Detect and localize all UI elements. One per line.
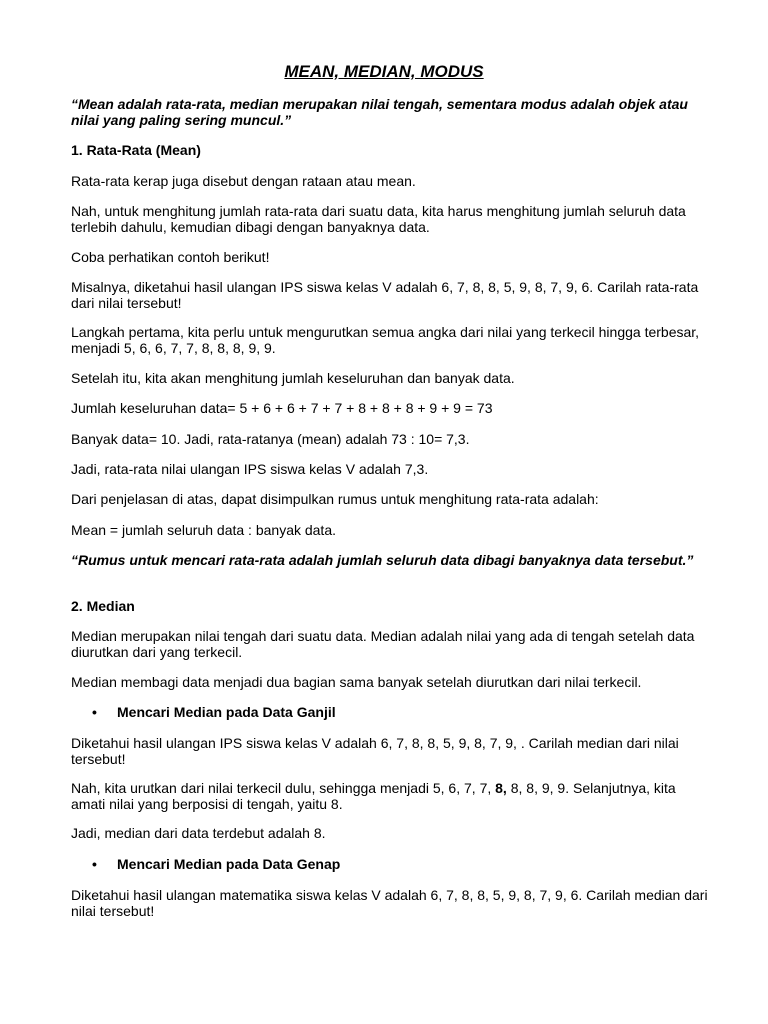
paragraph: Coba perhatikan contoh berikut! xyxy=(71,249,270,265)
bullet-marker: • xyxy=(92,704,97,720)
bullet-marker: • xyxy=(92,856,97,872)
paragraph: Rata-rata kerap juga disebut dengan rataan atau mean. xyxy=(71,173,416,189)
paragraph: Nah, untuk menghitung jumlah rata-rata dari suatu data, kita harus menghitung jumlah seluruh data terlebih dahulu, kemudian dibagi dengan banyaknya data. xyxy=(71,203,686,235)
paragraph: Misalnya, diketahui hasil ulangan IPS siswa kelas V adalah 6, 7, 8, 8, 5, 9, 8, 7, 9, 6. Carilah rata-rata dari nilai tersebut! xyxy=(71,279,699,311)
paragraph: Dari penjelasan di atas, dapat disimpulkan rumus untuk menghitung rata-rata adalah: xyxy=(71,491,599,507)
document-title: MEAN, MEDIAN, MODUS xyxy=(284,62,484,81)
paragraph: Mean = jumlah seluruh data : banyak data. xyxy=(71,522,337,538)
section-heading-median: 2. Median xyxy=(71,598,135,614)
subheading-odd-data: Mencari Median pada Data Ganjil xyxy=(117,704,336,720)
paragraph: Jumlah keseluruhan data= 5 + 6 + 6 + 7 + 7 + 8 + 8 + 8 + 9 + 9 = 73 xyxy=(71,400,493,416)
paragraph: Langkah pertama, kita perlu untuk mengurutkan semua angka dari nilai yang terkecil hingga terbesar, menjadi 5, 6, 6, 7, 7, 8, 8, 8, 9, 9. xyxy=(71,324,700,356)
section-heading-mean: 1. Rata-Rata (Mean) xyxy=(71,142,201,158)
formula-quote: “Rumus untuk mencari rata-rata adalah jumlah seluruh data dibagi banyaknya data tersebut.” xyxy=(71,552,694,568)
paragraph: Setelah itu, kita akan menghitung jumlah keseluruhan dan banyak data. xyxy=(71,370,515,386)
paragraph-text: Nah, kita urutkan dari nilai terkecil dulu, sehingga menjadi 5, 6, 7, 7, xyxy=(71,780,496,796)
paragraph: Diketahui hasil ulangan IPS siswa kelas V adalah 6, 7, 8, 8, 5, 9, 8, 7, 9, . Carilah median dari nilai tersebut! xyxy=(71,735,679,767)
median-value-highlight: 8, xyxy=(495,780,507,796)
paragraph: Banyak data= 10. Jadi, rata-ratanya (mean) adalah 73 : 10= 7,3. xyxy=(71,431,470,447)
paragraph xyxy=(71,781,711,812)
paragraph: Median membagi data menjadi dua bagian sama banyak setelah diurutkan dari nilai terkecil. xyxy=(71,674,642,690)
paragraph: Jadi, median dari data terdebut adalah 8. xyxy=(71,825,326,841)
intro-quote: “Mean adalah rata-rata, median merupakan nilai tengah, sementara modus adalah objek atau nilai yang paling sering muncul.” xyxy=(71,96,688,128)
paragraph: Diketahui hasil ulangan matematika siswa kelas V adalah 6, 7, 8, 8, 5, 9, 8, 7, 9, 6. Carilah median dari nilai tersebut! xyxy=(71,887,708,919)
paragraph: Jadi, rata-rata nilai ulangan IPS siswa kelas V adalah 7,3. xyxy=(71,461,429,477)
paragraph: Median merupakan nilai tengah dari suatu data. Median adalah nilai yang ada di tengah setelah data diurutkan dari yang terkecil. xyxy=(71,628,695,660)
subheading-even-data: Mencari Median pada Data Genap xyxy=(117,856,341,872)
paragraph-text: 8, 8, 9, 9. Selanjutnya, kita amati nilai yang berposisi di tengah, yaitu 8. xyxy=(71,780,676,812)
